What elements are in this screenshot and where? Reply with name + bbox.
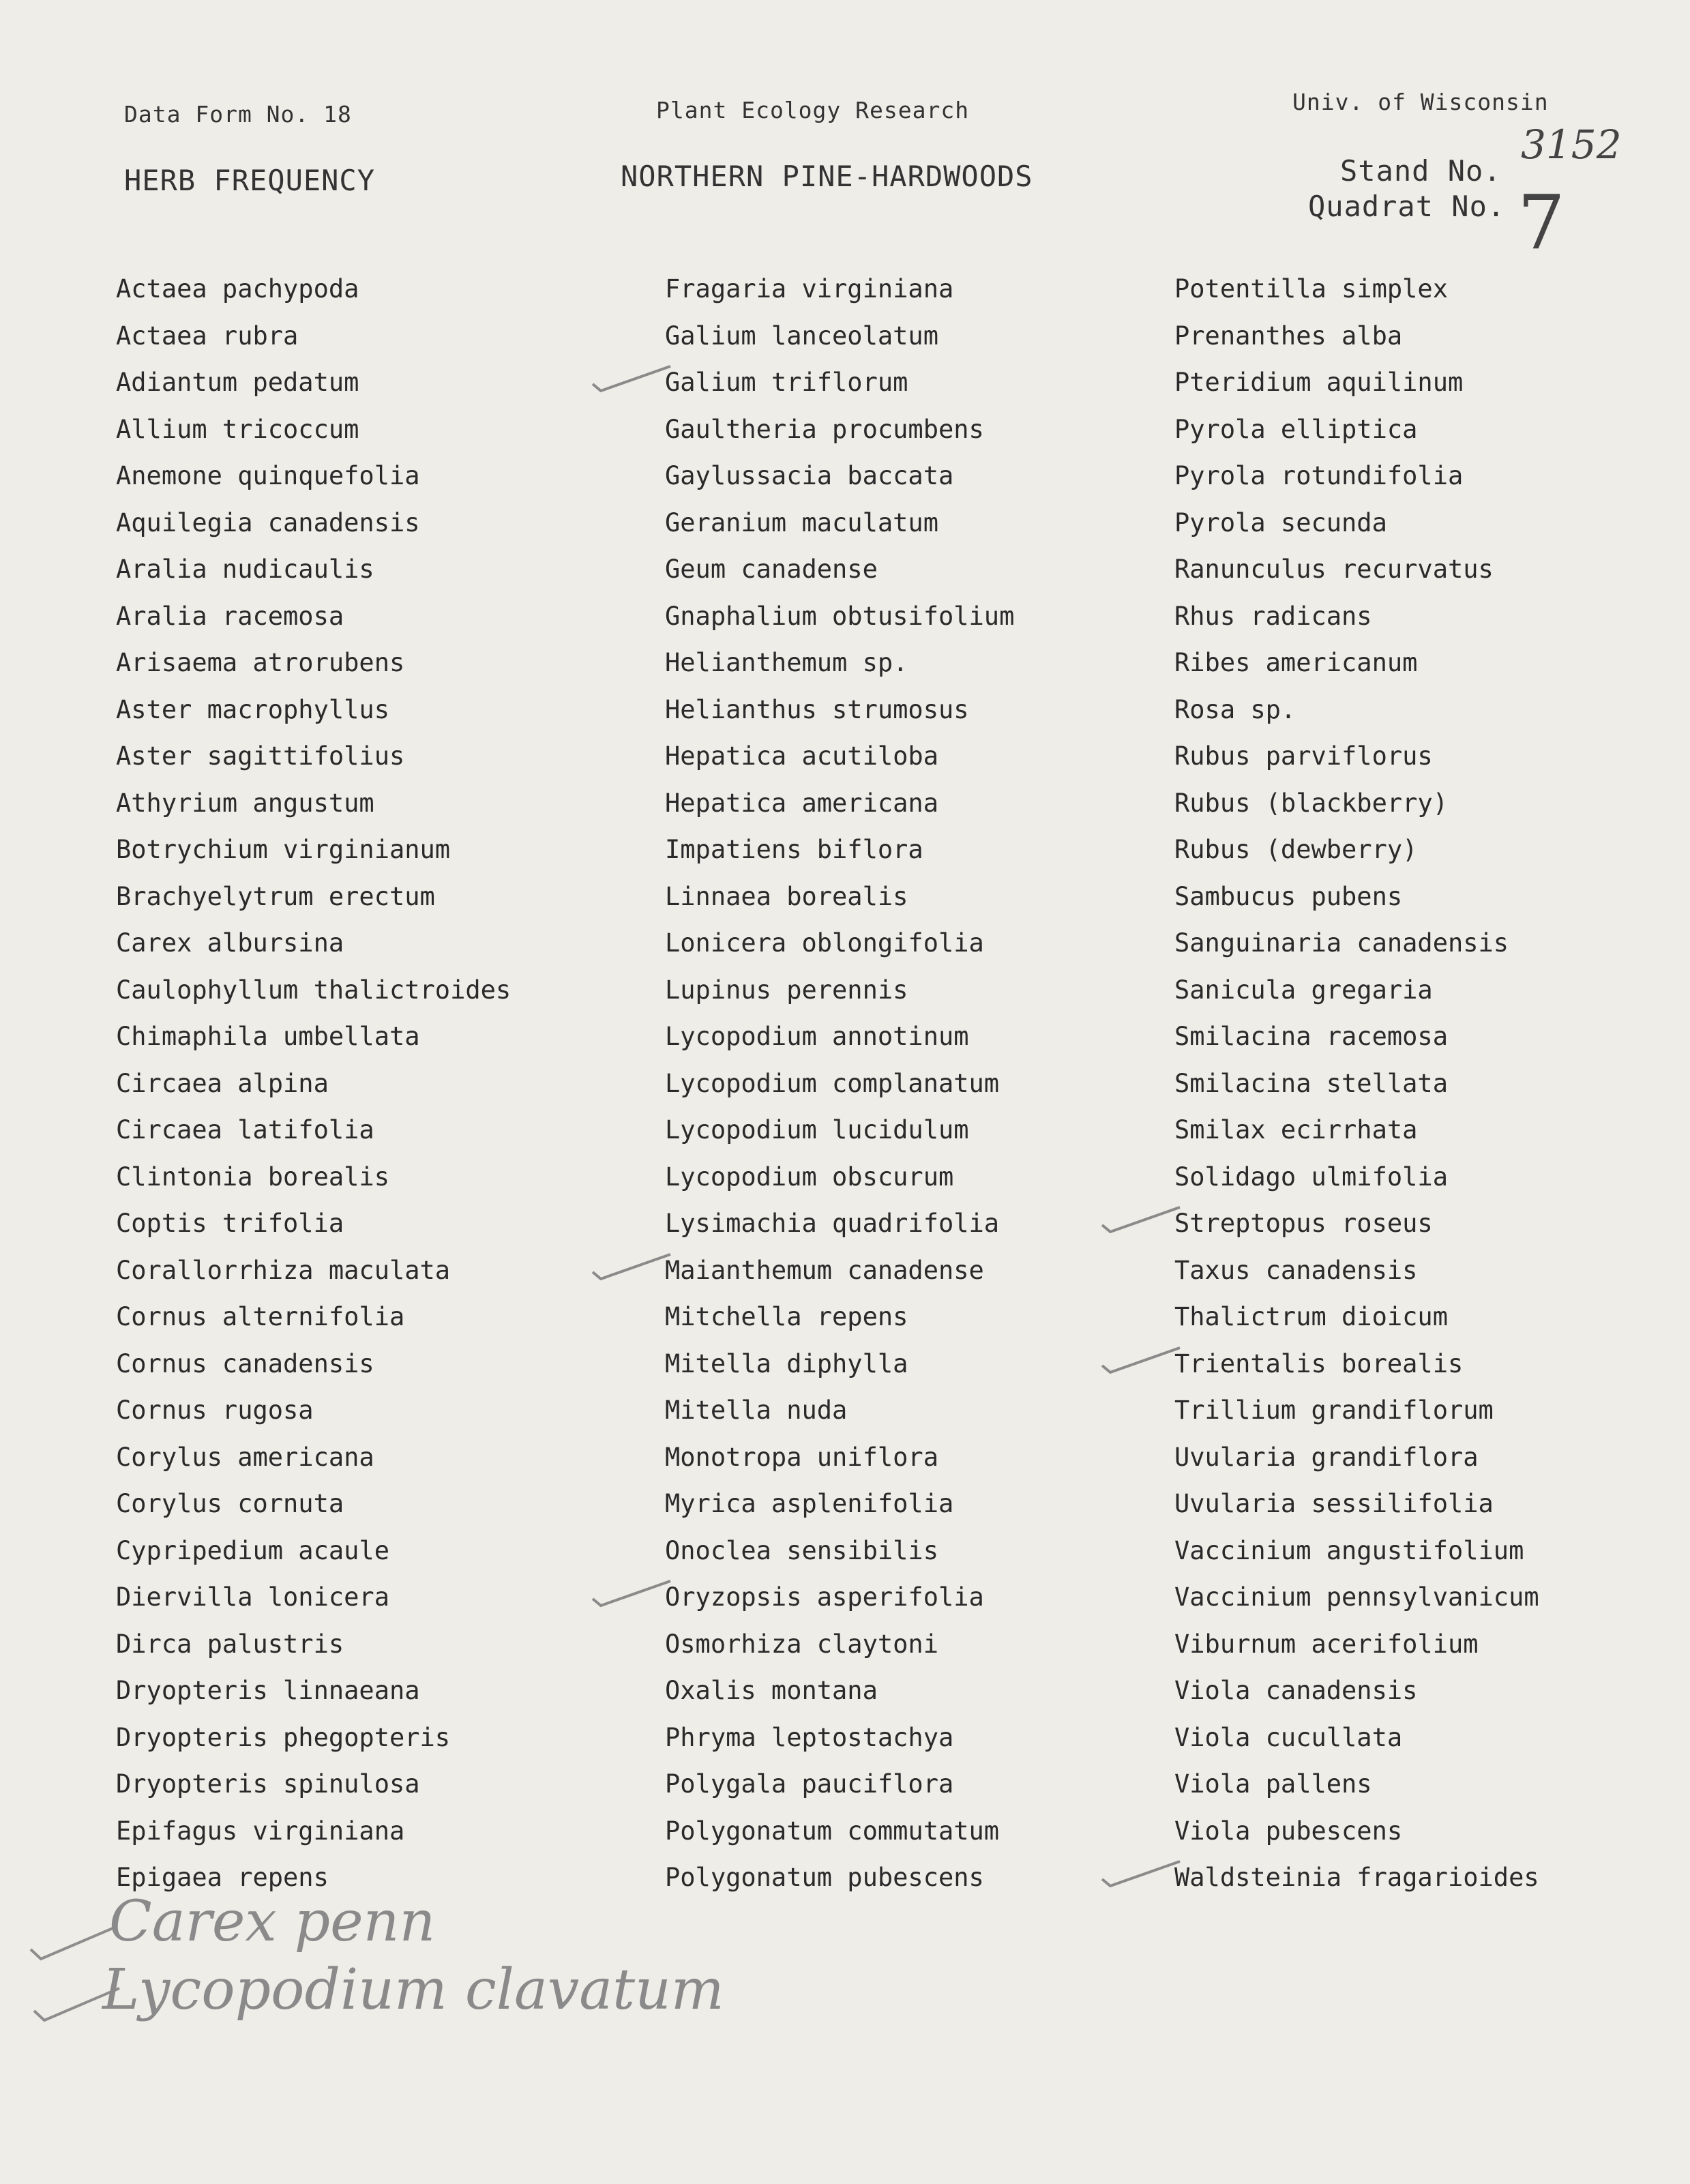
species-item: Gaylussacia baccata <box>665 461 954 490</box>
species-item: Polygonatum commutatum <box>665 1816 1000 1846</box>
species-item: Fragaria virginiana <box>665 274 954 304</box>
species-item: Dirca palustris <box>116 1629 344 1659</box>
species-item: Pteridium aquilinum <box>1174 368 1464 397</box>
species-item: Lycopodium obscurum <box>665 1162 954 1192</box>
species-item: Actaea pachypoda <box>116 274 359 304</box>
form-title: HERB FREQUENCY <box>124 164 376 197</box>
species-item: Pyrola elliptica <box>1174 414 1418 444</box>
species-item: Smilacina racemosa <box>1174 1022 1448 1051</box>
check-mark-icon <box>590 359 672 394</box>
species-item: Caulophyllum thalictroides <box>116 975 512 1005</box>
species-item: Clintonia borealis <box>116 1162 389 1192</box>
species-item: Lonicera oblongifolia <box>665 928 984 958</box>
species-item: Viola pallens <box>1174 1769 1372 1799</box>
species-item: Vaccinium pennsylvanicum <box>1174 1582 1539 1612</box>
species-item: Oryzopsis asperifolia <box>665 1574 1014 1621</box>
community-name: NORTHERN PINE-HARDWOODS <box>621 160 1033 193</box>
species-item: Botrychium virginianum <box>116 835 451 864</box>
species-column-1 <box>116 266 511 1902</box>
species-item: Carex albursina <box>116 928 344 958</box>
species-item: Coptis trifolia <box>116 1209 344 1238</box>
species-item: Polygala pauciflora <box>665 1769 954 1799</box>
species-item: Galium lanceolatum <box>665 321 938 351</box>
species-item: Helianthemum sp. <box>665 648 908 677</box>
species-item: Adiantum pedatum <box>116 368 359 397</box>
species-item: Smilacina stellata <box>1174 1068 1448 1098</box>
check-mark-icon <box>1099 1341 1181 1375</box>
handwritten-species-1: Carex penn <box>109 1889 436 1954</box>
species-item: Dryopteris linnaeana <box>116 1676 420 1705</box>
species-item: Gaultheria procumbens <box>665 414 984 444</box>
species-item: Prenanthes alba <box>1174 321 1403 351</box>
species-item: Impatiens biflora <box>665 835 923 864</box>
species-item: Cornus canadensis <box>116 1348 374 1378</box>
species-item: Arisaema atrorubens <box>116 648 405 677</box>
quadrat-value: 7 <box>1517 179 1565 266</box>
species-item: Uvularia sessilifolia <box>1174 1489 1494 1518</box>
species-item: Lycopodium complanatum <box>665 1068 1000 1098</box>
species-item: Helianthus strumosus <box>665 694 969 724</box>
species-item: Rosa sp. <box>1174 694 1296 724</box>
species-item: Corylus americana <box>116 1442 374 1472</box>
species-item: Mitella diphylla <box>665 1348 908 1378</box>
species-item: Epifagus virginiana <box>116 1816 405 1846</box>
species-item: Viburnum acerifolium <box>1174 1629 1479 1659</box>
species-item: Actaea rubra <box>116 321 299 351</box>
species-item: Rhus radicans <box>1174 601 1372 631</box>
species-item: Uvularia grandiflora <box>1174 1442 1479 1472</box>
species-item: Potentilla simplex <box>1174 274 1448 304</box>
species-item: Hepatica americana <box>665 788 938 818</box>
species-item: Taxus canadensis <box>1174 1255 1418 1285</box>
species-item: Rubus (blackberry) <box>1174 788 1448 818</box>
species-item: Trillium grandiflorum <box>1174 1396 1494 1425</box>
species-item: Smilax ecirrhata <box>1174 1115 1418 1145</box>
stand-label: Stand No. <box>1340 154 1502 188</box>
species-item: Rubus (dewberry) <box>1174 835 1418 864</box>
species-item: Lycopodium annotinum <box>665 1022 969 1051</box>
species-item: Corallorrhiza maculata <box>116 1255 451 1285</box>
species-item: Sambucus pubens <box>1174 881 1403 911</box>
species-column-2 <box>665 266 1014 1902</box>
species-item: Oxalis montana <box>665 1676 878 1705</box>
species-item: Aster macrophyllus <box>116 694 389 724</box>
species-item: Anemone quinquefolia <box>116 461 420 490</box>
form-number: Data Form No. 18 <box>124 101 352 128</box>
species-item: Sanicula gregaria <box>1174 975 1433 1005</box>
species-item: Ranunculus recurvatus <box>1174 555 1494 584</box>
species-item: Solidago ulmifolia <box>1174 1162 1448 1192</box>
species-item: Circaea latifolia <box>116 1115 374 1145</box>
species-item: Circaea alpina <box>116 1068 329 1098</box>
species-item: Viola pubescens <box>1174 1816 1403 1846</box>
species-item: Trientalis borealis <box>1174 1341 1539 1388</box>
quadrat-label: Quadrat No. <box>1308 190 1506 223</box>
species-item: Lupinus perennis <box>665 975 908 1005</box>
species-item: Lycopodium lucidulum <box>665 1115 969 1145</box>
species-item: Athyrium angustum <box>116 788 374 818</box>
species-item: Rubus parviflorus <box>1174 741 1433 771</box>
species-item: Linnaea borealis <box>665 881 908 911</box>
species-item: Thalictrum dioicum <box>1174 1302 1448 1331</box>
stand-value: 3152 <box>1521 121 1622 168</box>
species-item: Onoclea sensibilis <box>665 1535 938 1565</box>
species-item: Cornus rugosa <box>116 1396 314 1425</box>
species-item: Gnaphalium obtusifolium <box>665 601 1015 631</box>
species-item: Aralia racemosa <box>116 601 344 631</box>
species-item: Lysimachia quadrifolia <box>665 1209 1000 1238</box>
species-item: Streptopus roseus <box>1174 1200 1539 1248</box>
species-item: Sanguinaria canadensis <box>1174 928 1509 958</box>
species-item: Pyrola secunda <box>1174 507 1387 537</box>
species-item: Osmorhiza claytoni <box>665 1629 938 1659</box>
species-item: Waldsteinia fragarioides <box>1174 1855 1539 1902</box>
species-item: Mitchella repens <box>665 1302 908 1331</box>
university-name: Univ. of Wisconsin <box>1292 89 1549 115</box>
check-mark-icon <box>590 1248 672 1282</box>
species-item: Dryopteris phegopteris <box>116 1722 451 1752</box>
org-name: Plant Ecology Research <box>656 97 970 123</box>
species-item: Geranium maculatum <box>665 507 938 537</box>
species-item: Maianthemum canadense <box>665 1248 1014 1295</box>
check-mark-icon <box>1099 1200 1181 1235</box>
check-mark-icon <box>590 1574 672 1608</box>
species-item: Phryma leptostachya <box>665 1722 954 1752</box>
species-item: Mitella nuda <box>665 1396 848 1425</box>
species-item: Allium tricoccum <box>116 414 359 444</box>
species-item: Monotropa uniflora <box>665 1442 938 1472</box>
species-item: Brachyelytrum erectum <box>116 881 435 911</box>
species-item: Epigaea repens <box>116 1863 329 1892</box>
species-item: Viola canadensis <box>1174 1676 1418 1705</box>
species-item: Myrica asplenifolia <box>665 1489 954 1518</box>
species-item: Cornus alternifolia <box>116 1302 405 1331</box>
species-item: Chimaphila umbellata <box>116 1022 420 1051</box>
species-item: Pyrola rotundifolia <box>1174 461 1464 490</box>
species-item: Vaccinium angustifolium <box>1174 1535 1524 1565</box>
species-item: Hepatica acutiloba <box>665 741 938 771</box>
species-column-3 <box>1174 266 1539 1902</box>
species-item: Diervilla lonicera <box>116 1582 389 1612</box>
species-item: Galium triflorum <box>665 359 1014 407</box>
species-item: Polygonatum pubescens <box>665 1863 984 1892</box>
species-item: Aquilegia canadensis <box>116 507 420 537</box>
species-item: Geum canadense <box>665 555 878 584</box>
species-item: Dryopteris spinulosa <box>116 1769 420 1799</box>
check-mark-icon <box>1099 1855 1181 1889</box>
species-item: Corylus cornuta <box>116 1489 344 1518</box>
species-item: Viola cucullata <box>1174 1722 1403 1752</box>
handwritten-species-2: Lycopodium clavatum <box>102 1958 724 2022</box>
species-item: Aster sagittifolius <box>116 741 405 771</box>
species-item: Ribes americanum <box>1174 648 1418 677</box>
species-item: Cypripedium acaule <box>116 1535 389 1565</box>
species-item: Aralia nudicaulis <box>116 555 374 584</box>
